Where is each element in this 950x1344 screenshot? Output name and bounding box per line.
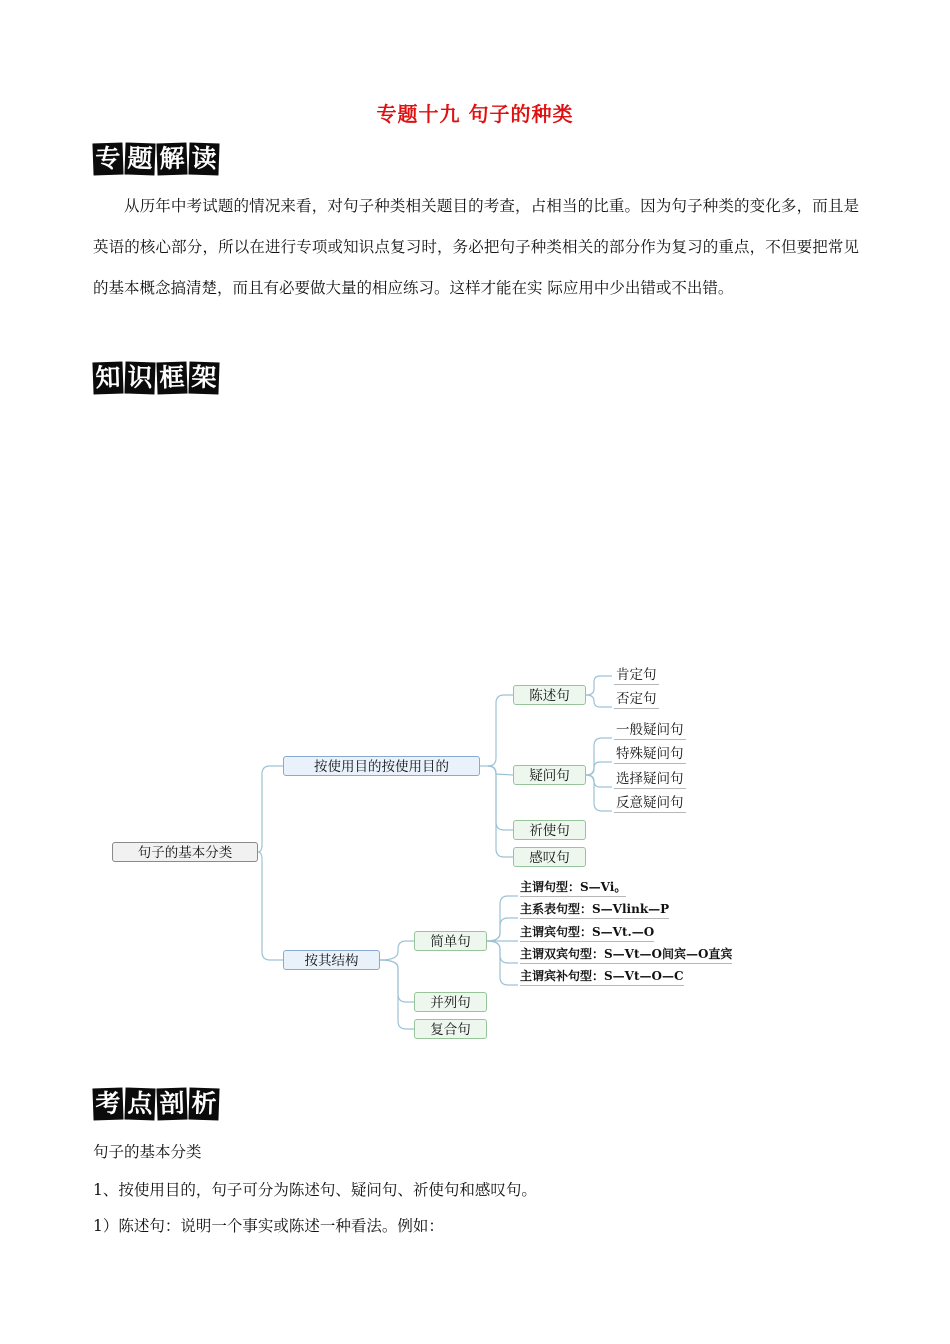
leaf-affirmative: 肯定句 bbox=[616, 667, 657, 683]
banner-key-point-analysis bbox=[93, 1088, 219, 1120]
banner-char: 识 bbox=[124, 361, 155, 394]
node-compound-sentence: 并列句 bbox=[414, 992, 487, 1012]
banner-char: 析 bbox=[188, 1087, 219, 1120]
node-exclamatory: 感叹句 bbox=[513, 847, 586, 867]
banner-char: 架 bbox=[188, 361, 219, 394]
rule-svoc: 主谓宾补句型：S—Vt—O—C bbox=[520, 968, 684, 986]
leaf-choice-question: 选择疑问句 bbox=[616, 771, 684, 787]
node-simple-sentence: 简单句 bbox=[414, 931, 487, 951]
intro-paragraph: 从历年中考试题的情况来看，对句子种类相关题目的考查，占相当的比重。因为句子种类的变化多，而且是英语的核心部分，所以在进行专项或知识点复习时，务必把句子种类相关的部分作为复习的重点，不但要把常见的基本概念搞清楚，而且有必要做大量的相应练习。这样才能在实 际应用中少出错或不出错。 bbox=[93, 197, 859, 297]
node-by-purpose: 按使用目的按使用目的 bbox=[283, 756, 480, 776]
document-title: 专题十九 句子的种类 bbox=[376, 102, 574, 126]
banner-char: 剖 bbox=[156, 1087, 187, 1120]
banner-char: 框 bbox=[156, 361, 187, 394]
leaf-tag-question: 反意疑问句 bbox=[616, 795, 684, 811]
node-interrogative: 疑问句 bbox=[513, 765, 586, 785]
leaf-general-question: 一般疑问句 bbox=[616, 722, 684, 738]
rule-svoo: 主谓双宾句型：S—Vt—O间宾—O直宾 bbox=[520, 946, 732, 964]
banner-char: 点 bbox=[124, 1087, 155, 1120]
section-line-2: 1）陈述句：说明一个事实或陈述一种看法。例如： bbox=[93, 1217, 444, 1235]
banner-char: 题 bbox=[124, 142, 155, 175]
banner-char: 读 bbox=[188, 142, 219, 175]
banner-char: 知 bbox=[92, 361, 123, 394]
leaf-special-question: 特殊疑问句 bbox=[616, 746, 684, 762]
leaf-negative: 否定句 bbox=[616, 691, 657, 707]
node-imperative: 祈使句 bbox=[513, 820, 586, 840]
node-complex-sentence: 复合句 bbox=[414, 1019, 487, 1039]
banner-char: 考 bbox=[92, 1087, 123, 1120]
section-line-1: 1、按使用目的，句子可分为陈述句、疑问句、祈使句和感叹句。 bbox=[93, 1181, 537, 1199]
node-by-structure: 按其结构 bbox=[283, 950, 380, 970]
mindmap-root: 句子的基本分类 bbox=[112, 842, 258, 862]
section-heading: 句子的基本分类 bbox=[93, 1143, 202, 1161]
rule-svo: 主谓宾句型：S—Vt.—O bbox=[520, 924, 654, 942]
rule-svp: 主系表句型：S—Vlink—P bbox=[520, 901, 669, 919]
banner-char: 解 bbox=[156, 142, 187, 175]
node-declarative: 陈述句 bbox=[513, 685, 586, 705]
banner-char: 专 bbox=[92, 142, 123, 175]
rule-sv: 主谓句型：S—Vi。 bbox=[520, 879, 626, 897]
